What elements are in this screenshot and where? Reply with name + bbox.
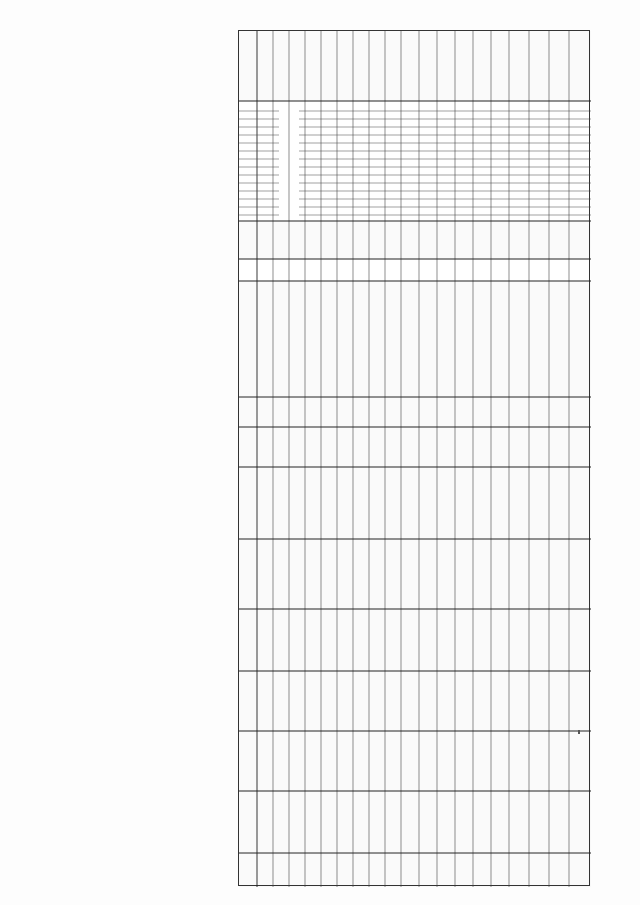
header-actual-value [239, 427, 591, 467]
header-additional-code [239, 221, 591, 259]
header-program-years [239, 467, 591, 852]
header-budget-codes [239, 31, 591, 101]
header-indicator-name [239, 281, 591, 396]
header-final-value [239, 853, 591, 887]
header-unit [239, 397, 591, 427]
indicators-table [238, 30, 590, 886]
scan-artifact [578, 730, 580, 734]
